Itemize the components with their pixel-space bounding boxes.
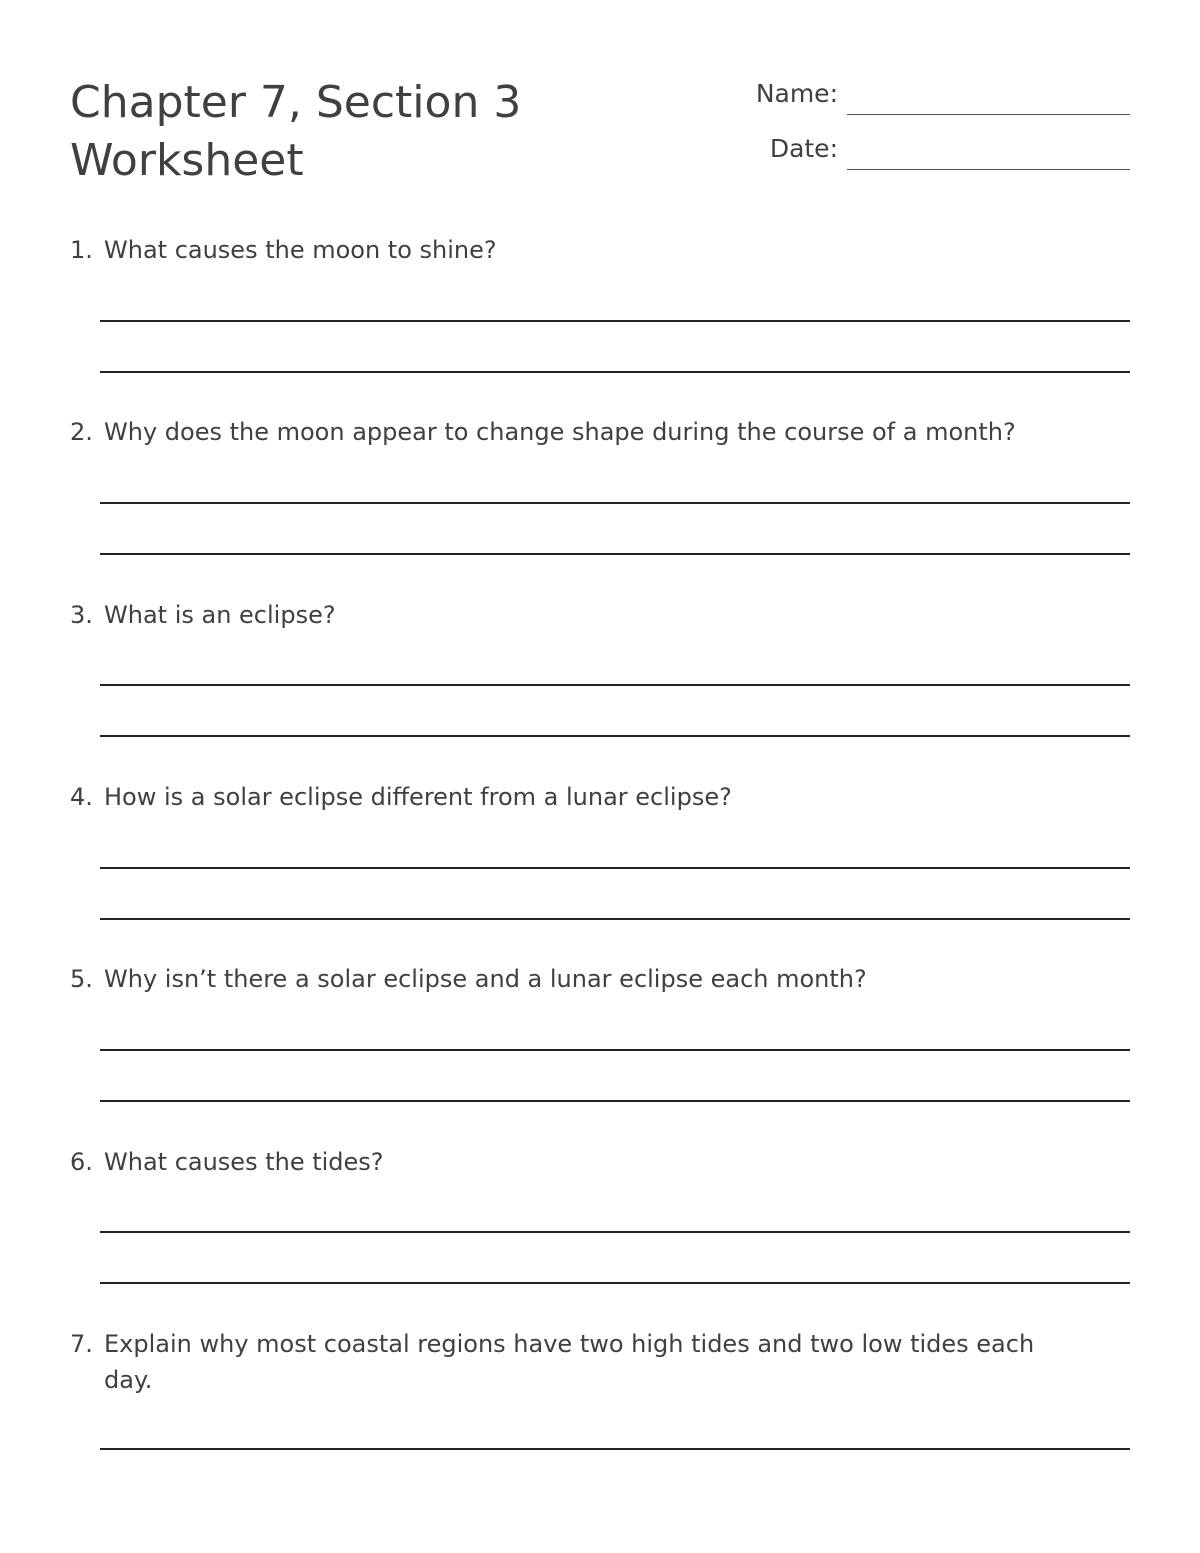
question-number: 3. (70, 601, 93, 629)
date-blank-line[interactable] (847, 169, 1130, 170)
answer-line[interactable] (100, 1049, 1130, 1051)
worksheet-title: Chapter 7, Section 3 Worksheet (70, 77, 522, 186)
date-field[interactable] (700, 131, 1130, 171)
name-field[interactable] (700, 76, 1130, 116)
answer-line[interactable] (100, 867, 1130, 869)
answer-line[interactable] (100, 684, 1130, 686)
question-number: 1. (70, 236, 93, 264)
answer-line[interactable] (100, 553, 1130, 555)
question-number: 5. (70, 965, 93, 993)
answer-line[interactable] (100, 1100, 1130, 1102)
answer-line[interactable] (100, 918, 1130, 920)
answer-line[interactable] (100, 502, 1130, 504)
name-blank-line[interactable] (847, 114, 1130, 115)
question-text: What is an eclipse? (104, 601, 336, 629)
answer-line[interactable] (100, 371, 1130, 373)
question-text: What causes the tides? (104, 1148, 384, 1176)
answer-line[interactable] (100, 1282, 1130, 1284)
question-number: 6. (70, 1148, 93, 1176)
question-text: What causes the moon to shine? (104, 236, 497, 264)
answer-line[interactable] (100, 735, 1130, 737)
question-text: Explain why most coastal regions have two high tides and two low tides each day. (104, 1330, 1035, 1394)
question-number: 7. (70, 1330, 93, 1358)
question-number: 2. (70, 418, 93, 446)
question-text: Why isn’t there a solar eclipse and a lunar eclipse each month? (104, 965, 867, 993)
answer-line[interactable] (100, 1448, 1130, 1450)
question-text: Why does the moon appear to change shape during the course of a month? (104, 418, 1016, 446)
answer-line[interactable] (100, 1231, 1130, 1233)
name-label: Name: (755, 79, 838, 108)
question-text: How is a solar eclipse different from a lunar eclipse? (104, 783, 732, 811)
date-label: Date: (769, 134, 838, 163)
question-number: 4. (70, 783, 93, 811)
answer-line[interactable] (100, 320, 1130, 322)
